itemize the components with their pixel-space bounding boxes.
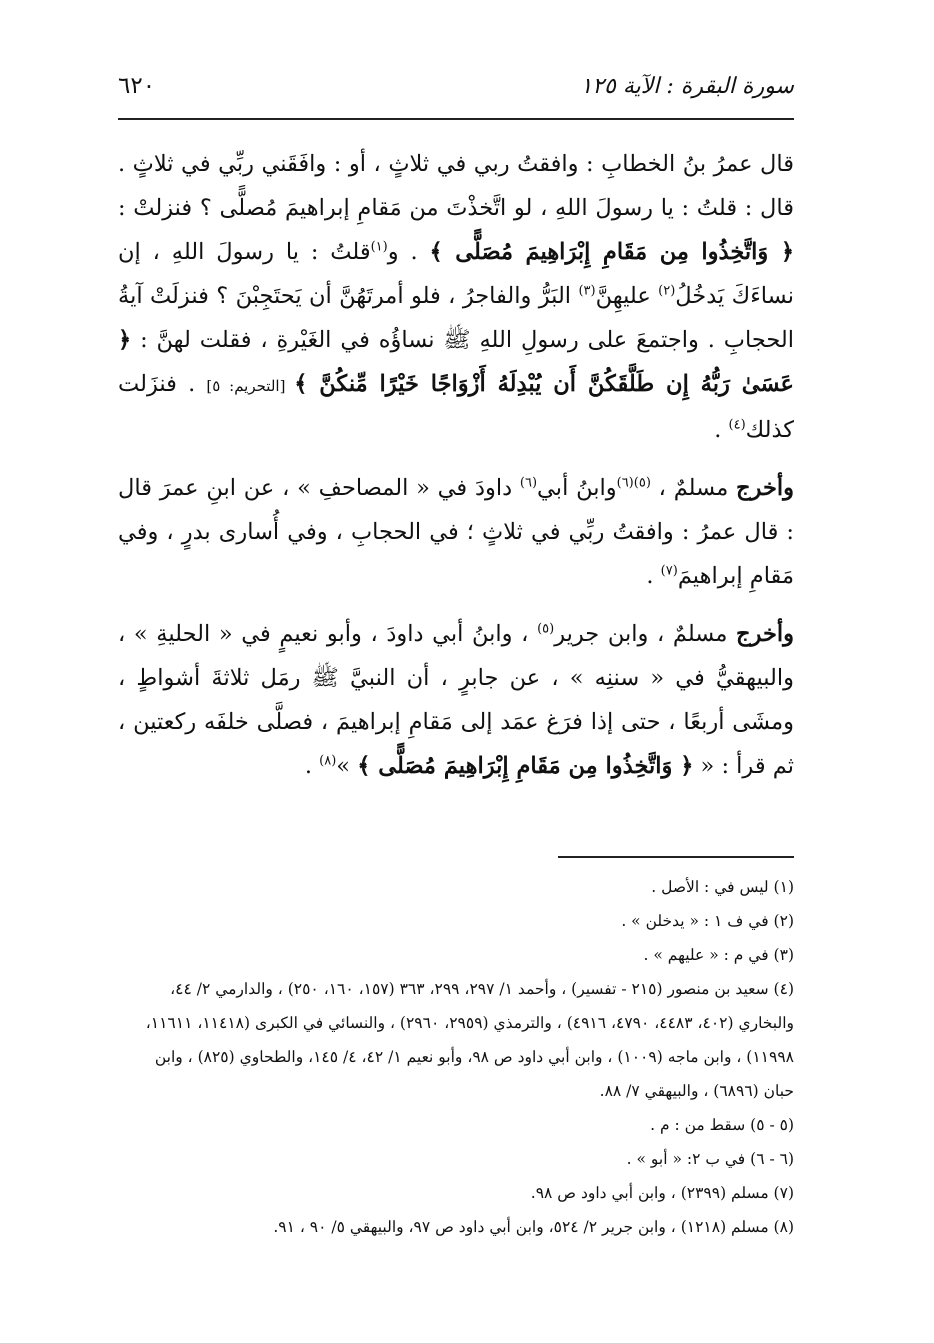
text-run: قال عمرُ بنُ الخطابِ : وافقتُ ربي في ثلاثٍ ، أو : وافَقَني ربِّي في ثلاثٍ . قال : قلتُ : يا رسولَ اللهِ ، لو اتَّخذْتَ من مَقامِ إبراهيمَ مُصلًّى ؟ فنزلتْ : <box>118 151 794 221</box>
footnote: (٥ - ٥) سقط من : م . <box>650 1116 794 1134</box>
footnote: (٨) مسلم (١٢١٨) ، وابن جرير ٢/ ٥٢٤، وابن أبي داود ص ٩٧، والبيهقي ٥/ ٩٠ ، ٩١. <box>273 1218 794 1236</box>
paragraph-lead-word: وأخرج <box>736 621 794 647</box>
footnote: (١) ليس في : الأصل . <box>651 878 794 896</box>
footnote-ref: (٥)(٦) <box>616 475 651 491</box>
header-rule <box>118 118 794 120</box>
text-run: وابنُ أبي <box>537 475 617 501</box>
text-run: داودَ في « المصاحفِ » ، عن ابنِ عمرَ قال : قال عمرُ : وافقتُ ربِّي في ثلاثٍ ؛ في الحجابِ ، وفي أُسارى بدرٍ ، وفي مَقامِ إبراهيمَ <box>118 475 794 589</box>
text-run: البَرُّ والفاجرُ ، فلو أمرتَهُنَّ أن يَحتَجِبْنَ ؟ فنزلَتْ آيةُ الحجابِ . واجتمعَ على رسولِ اللهِ ﷺ نساؤُه في الغَيْرةِ ، فقلت لهنَّ : <box>118 283 794 353</box>
page-number: ٦٢٠ <box>118 73 156 99</box>
footnote: (٦ - ٦) في ب ٢: « أبو » . <box>626 1150 794 1168</box>
footnote-separator <box>558 856 794 858</box>
text-run: » <box>336 753 358 779</box>
text-run: . <box>304 753 320 779</box>
text-run: ، وابنُ أبي داودَ ، وأبو نعيمٍ في « الحليةِ » ، والبيهقيُّ في « سننِه » ، عن جابرٍ ، أن النبيَّ ﷺ رمَل ثلاثةَ أشواطٍ ، ومشَى أربعًا ، حتى إذا فرَغ عمَد إلى مَقامِ إبراهيمَ ، فصلَّى خلفَه ركعتين ، ثم قرأ : « <box>118 621 794 779</box>
footnote-ref: (٨) <box>319 753 337 769</box>
verse-citation: [التحريم: ٥] <box>206 377 295 395</box>
footnote: (٤) سعيد بن منصور (٢١٥ - تفسير) ، وأحمد ١/ ٢٩٧، ٢٩٩، ٣٦٣ (١٥٧، ١٦٠، ٢٥٠) ، والدارمي ٢/ ٤٤، والبخاري (٤٠٢، ٤٤٨٣، ٤٧٩٠، ٤٩١٦) ، والترمذي (٢٩٥٩، ٢٩٦٠) ، والنسائي في الكبرى (١١٤١٨، ١١٦١١، ١١٩٩٨) ، وابن ماجه (١٠٠٩) ، وابن أبي داود ص ٩٨، وأبو نعيم ١/ ٤٢، ٤/ ١٤٥، والطحاوي (٨٢٥) ، وابن حبان (٦٨٩٦) ، والبيهقي ٧/ ٨٨. <box>145 980 794 1100</box>
footnote-ref: (٤) <box>728 417 746 433</box>
footnote: (٧) مسلم (٢٣٩٩) ، وابن أبي داود ص ٩٨. <box>530 1184 794 1202</box>
footnote-ref: (٦) <box>519 475 538 491</box>
footnote-ref: (٥) <box>537 621 555 637</box>
text-run: . <box>714 417 729 443</box>
footnotes <box>140 870 794 1244</box>
quran-quote: ﴿ وَاتَّخِذُوا مِن مَقَامِ إِبْرَاهِيمَ مُصَلًّى ﴾ <box>429 239 794 265</box>
quran-quote: ﴿ عَسَىٰ رَبُّهُ إِن طَلَّقَكُنَّ أَن يُبْدِلَهُ أَزْوَاجًا خَيْرًا مِّنكُنَّ ﴾ <box>118 327 794 397</box>
footnote-ref: (٧) <box>660 563 678 579</box>
paragraph <box>118 612 794 788</box>
text-run: مسلمٌ ، وابن جرير <box>554 621 737 647</box>
footnote-ref: (٢) <box>658 283 676 299</box>
running-title: سورة البقرة : الآية ١٢٥ <box>580 73 794 99</box>
text-run: مسلمٌ ، <box>650 475 737 501</box>
paragraph <box>118 142 794 452</box>
main-text <box>118 142 794 802</box>
footnote: (٣) في م : « عليهم » . <box>643 946 794 964</box>
text-run: عليهِنَّ <box>595 283 659 309</box>
quran-quote: ﴿ وَاتَّخِذُوا مِن مَقَامِ إِبْرَاهِيمَ مُصَلًّى ﴾ <box>357 753 694 779</box>
paragraph <box>118 466 794 598</box>
paragraph-lead-word: وأخرج <box>736 475 794 501</box>
text-run: قلتُ : يا رسولَ اللهِ ، إن نساءَكَ يَدخُلُ <box>118 239 794 309</box>
footnote-ref: (٣) <box>578 283 596 299</box>
footnote-ref: (١) <box>370 239 388 255</box>
text-run: . <box>646 563 661 589</box>
page-header <box>118 62 794 110</box>
footnote: (٢) في ف ١ : « يدخلن » . <box>621 912 794 930</box>
text-run: . و <box>387 239 430 265</box>
text-run: . فنزَلت كذلك <box>118 371 794 443</box>
